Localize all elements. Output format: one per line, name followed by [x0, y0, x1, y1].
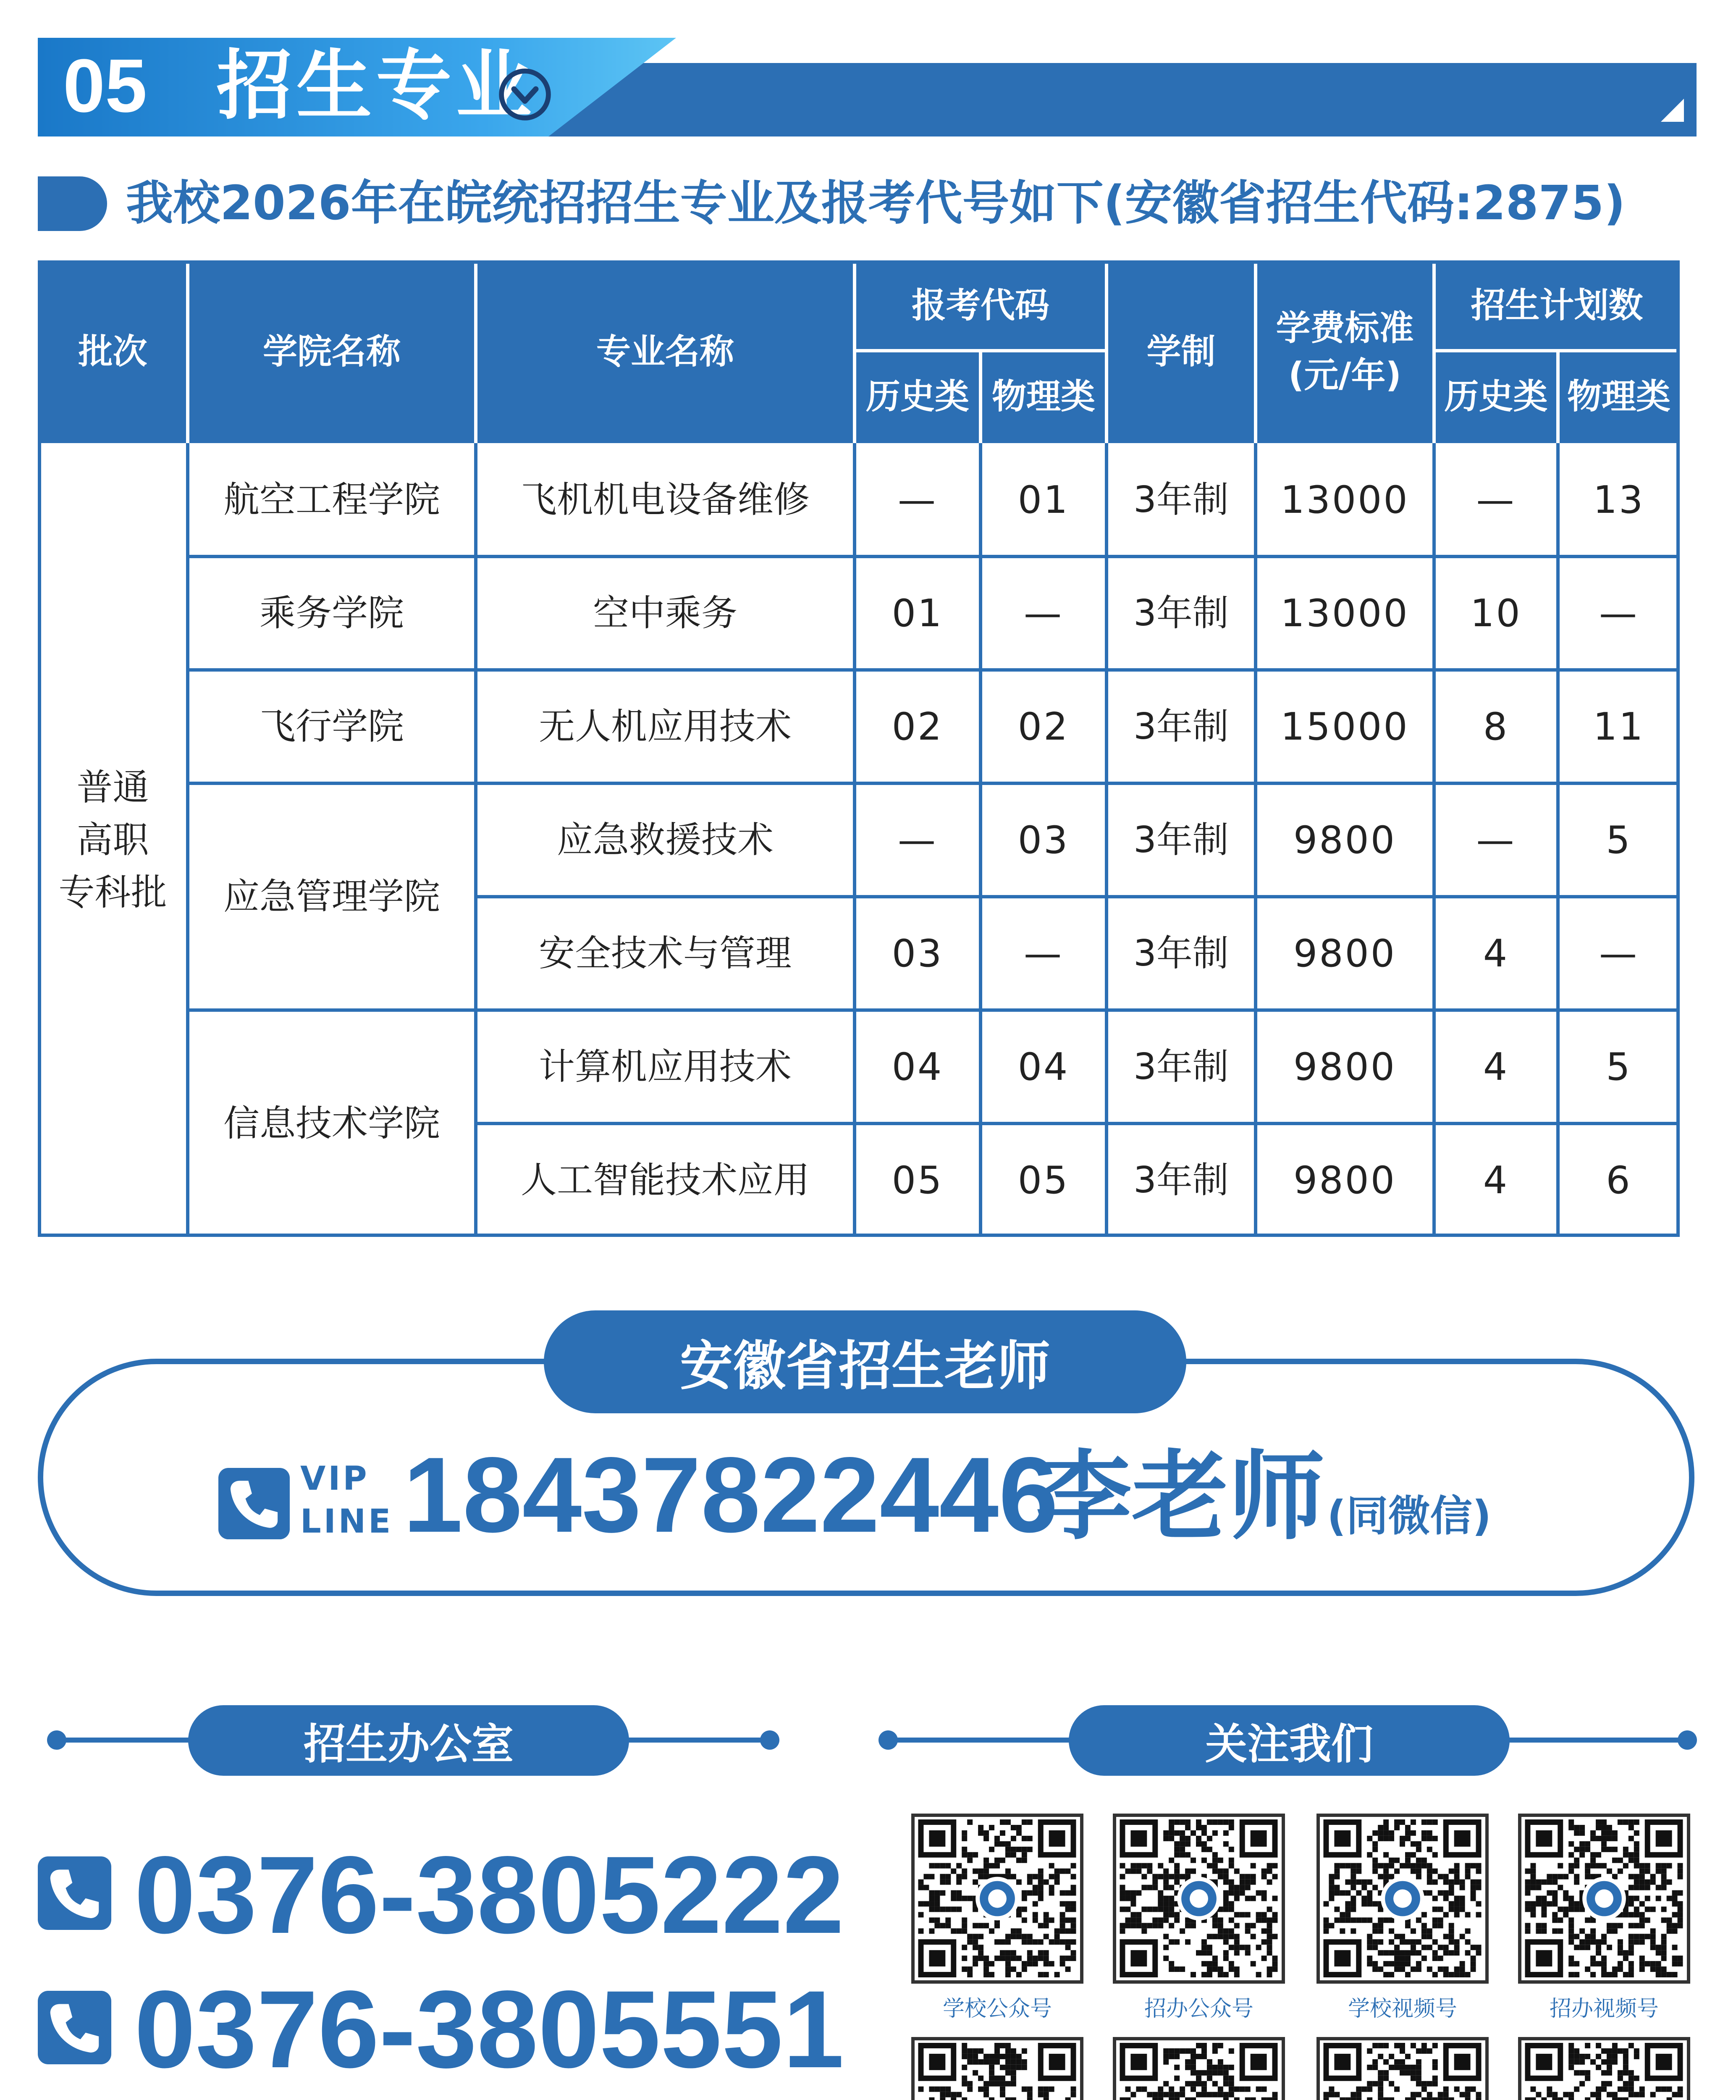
college-cell: 信息技术学院	[223, 1102, 440, 1144]
qr-code	[911, 2037, 1083, 2100]
th-major: 专业名称	[596, 331, 734, 372]
th-plan-history: 历史类	[1444, 377, 1548, 417]
plan-physics-cell: 11	[1593, 704, 1645, 749]
qr-code	[1518, 2037, 1690, 2100]
qr-caption: 学校公众号	[942, 1996, 1052, 2021]
wechat-note: (同微信)	[1327, 1491, 1492, 1541]
code-physics-cell: 05	[1017, 1158, 1070, 1202]
phone-icon	[218, 1468, 290, 1539]
duration-cell: 3年制	[1133, 592, 1229, 634]
code-history-cell: 03	[892, 931, 944, 976]
plan-history-cell: 4	[1483, 931, 1509, 976]
th-fee: 学费标准 (元/年)	[1276, 308, 1414, 395]
major-cell: 计算机应用技术	[539, 1045, 792, 1088]
fee-cell: 15000	[1280, 704, 1409, 749]
fee-cell: 13000	[1280, 478, 1409, 522]
line-dot	[1678, 1730, 1697, 1750]
code-history-cell: 04	[892, 1045, 944, 1089]
plan-history-cell: 8	[1483, 704, 1509, 749]
th-code-group: 报考代码	[911, 285, 1049, 326]
th-college: 学院名称	[262, 331, 401, 372]
vip-line-label	[300, 1457, 393, 1543]
fee-cell: 9800	[1293, 1158, 1397, 1202]
plan-physics-cell: —	[1599, 591, 1639, 635]
plan-history-cell: —	[1476, 478, 1516, 522]
plan-history-cell: 4	[1483, 1045, 1509, 1089]
th-batch: 批次	[78, 331, 147, 372]
qr-caption: 招办公众号	[1144, 1996, 1253, 2021]
line-dot	[760, 1730, 779, 1750]
office-phone: 0376-3805222	[134, 1833, 844, 1956]
chevron-down-circle-icon	[498, 67, 552, 122]
office-phone: 0376-3805551	[134, 1968, 844, 2091]
plan-physics-cell: —	[1599, 931, 1639, 976]
plan-physics-cell: 5	[1606, 818, 1632, 862]
th-code-physics: 物理类	[991, 377, 1095, 417]
batch-cell: 普通 高职 专科批	[58, 766, 167, 914]
duration-cell: 3年制	[1133, 478, 1229, 521]
teacher-phone: 18437822446	[403, 1435, 1059, 1555]
section-number: 05	[63, 44, 147, 128]
major-cell: 空中乘务	[593, 592, 737, 634]
th-plan-physics: 物理类	[1567, 377, 1670, 417]
duration-cell: 3年制	[1133, 932, 1229, 974]
college-cell: 乘务学院	[260, 592, 404, 634]
code-physics-cell: —	[1024, 591, 1063, 635]
duration-cell: 3年制	[1133, 1159, 1229, 1201]
college-cell: 应急管理学院	[223, 875, 440, 918]
office-title: 招生办公室	[188, 1705, 629, 1776]
th-plan-group: 招生计划数	[1471, 285, 1643, 326]
page-title	[63, 42, 536, 130]
code-history-cell: —	[898, 818, 937, 862]
qr-code	[1518, 1814, 1690, 1984]
th-code-history: 历史类	[865, 377, 969, 417]
fee-cell: 9800	[1293, 931, 1397, 976]
fee-cell: 9800	[1293, 1045, 1397, 1089]
code-history-cell: 05	[892, 1158, 944, 1202]
code-history-cell: 01	[892, 591, 944, 635]
section-title: 招生专业	[216, 42, 536, 130]
plan-history-cell: 10	[1470, 591, 1522, 635]
code-physics-cell: 04	[1017, 1045, 1070, 1089]
th-duration: 学制	[1146, 331, 1216, 372]
plan-physics-cell: 13	[1593, 478, 1645, 522]
fee-cell: 9800	[1293, 818, 1397, 862]
fee-cell: 13000	[1280, 591, 1409, 635]
code-physics-cell: —	[1024, 931, 1063, 976]
plan-physics-cell: 6	[1606, 1158, 1632, 1202]
contact-title: 安徽省招生老师	[680, 1335, 1050, 1397]
majors-table	[38, 260, 1680, 1237]
subtitle: 我校2026年在皖统招招生专业及报考代号如下(安徽省招生代码:2875)	[126, 176, 1626, 231]
qr-code	[1113, 1814, 1285, 1984]
qr-code	[1316, 1814, 1489, 1984]
code-physics-cell: 02	[1017, 704, 1070, 749]
plan-history-cell: —	[1476, 818, 1516, 862]
subtitle-marker	[38, 176, 107, 231]
major-cell: 飞机机电设备维修	[521, 478, 810, 521]
code-history-cell: 02	[892, 704, 944, 749]
major-cell: 无人机应用技术	[539, 705, 792, 748]
qr-caption: 学校视频号	[1348, 1996, 1457, 2021]
duration-cell: 3年制	[1133, 1045, 1229, 1088]
phone-icon	[38, 1991, 111, 2064]
follow-title: 关注我们	[1069, 1705, 1510, 1776]
qr-code	[911, 1814, 1083, 1984]
major-cell: 应急救援技术	[557, 819, 774, 861]
college-cell: 飞行学院	[260, 705, 404, 748]
phone-icon	[38, 1856, 111, 1930]
duration-cell: 3年制	[1133, 819, 1229, 861]
duration-cell: 3年制	[1133, 705, 1229, 748]
code-history-cell: —	[898, 478, 937, 522]
major-cell: 人工智能技术应用	[521, 1159, 810, 1201]
qr-code	[1113, 2037, 1285, 2100]
code-physics-cell: 01	[1017, 478, 1070, 522]
plan-history-cell: 4	[1483, 1158, 1509, 1202]
line-label: LINE	[300, 1503, 393, 1541]
qr-caption: 招办视频号	[1549, 1996, 1659, 2021]
vip-label: VIP	[300, 1460, 370, 1498]
college-cell: 航空工程学院	[223, 478, 440, 521]
teacher-name: 李老师	[1035, 1441, 1325, 1553]
major-cell: 安全技术与管理	[539, 932, 792, 974]
qr-code	[1316, 2037, 1489, 2100]
plan-physics-cell: 5	[1606, 1045, 1632, 1089]
code-physics-cell: 03	[1017, 818, 1070, 862]
